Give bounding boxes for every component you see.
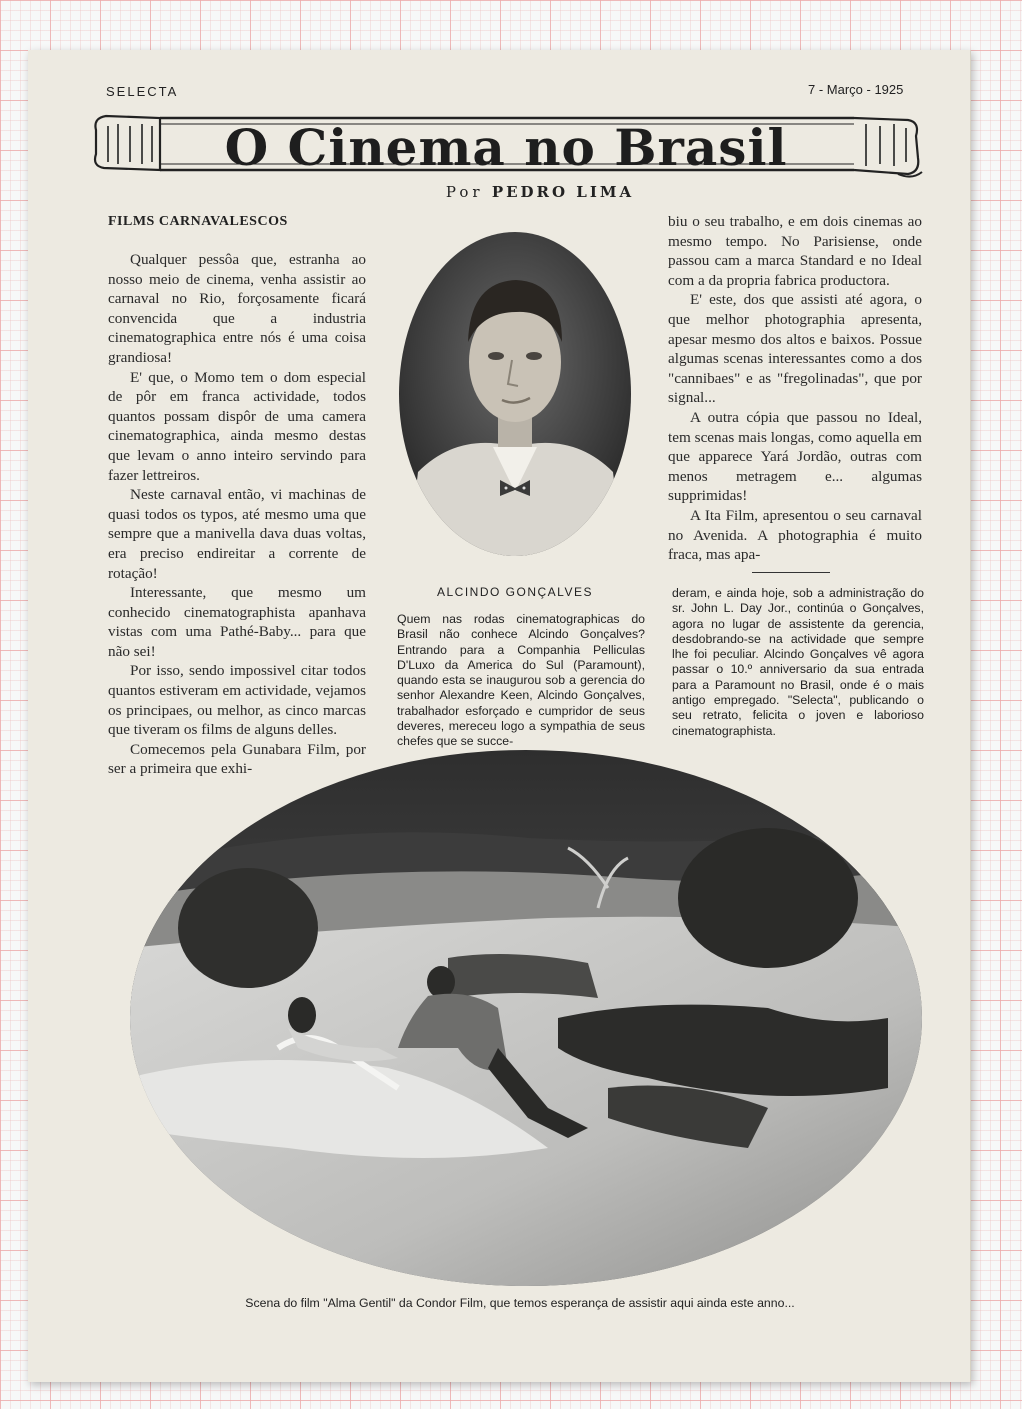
section-heading: FILMS CARNAVALESCOS — [108, 214, 288, 229]
film-scene-photo — [128, 748, 924, 1288]
paragraph: A outra cópia que passou no Ideal, tem scenas mais longas, como aquella em que apparece Yará Jordão, outras com menos metragem e... algumas supprimidas! — [668, 408, 922, 505]
paragraph: E' este, dos que assisti até agora, o que melhor photographia apresenta, apesar mesmo dos altos e baixos. Possue algumas scenas interessantes como a dos "cannibaes" e as "fregolinadas", que por signal... — [668, 291, 922, 407]
paragraph: Neste carnaval então, vi machinas de quasi todos os typos, até mesmo uma que sempre que a manivella dava duas voltas, era preciso endireitar a corrente de rotação! — [108, 486, 366, 582]
byline-author: PEDRO LIMA — [491, 183, 635, 201]
page-title: O Cinema no Brasil — [224, 118, 788, 177]
magazine-name: SELECTA — [106, 84, 179, 99]
paragraph: biu o seu trabalho, e em dois cinemas ao mesmo tempo. No Parisiense, onde passou cam a marca Standard e no Ideal com a da propria fabrica productora. — [668, 213, 922, 289]
paragraph: Interessante, que mesmo um conhecido cinematographista apanhava vistas com uma Pathé-Baby... para que não sei! — [108, 584, 366, 660]
bio-text-part1: Quem nas rodas cinematographicas do Brasil não conhece Alcindo Gonçalves? Entrando para a Companhia Pelliculas D'Luxo da America do Sul (Paramount), quando esta se inaugurou sob a gerencia do senhor Alexandre Keen, Alcindo Gonçalves, trabalhador esforçado e cumpridor de seus deveres, mereceu logo a sympathia de seus chefes que se succe- — [397, 612, 645, 749]
divider — [752, 572, 830, 573]
paragraph: Comecemos pela Gunabara Film, por ser a primeira que exhi- — [108, 740, 366, 778]
article-column-left — [108, 250, 366, 779]
bio-text-part2: deram, e ainda hoje, sob a administração do sr. John L. Day Jor., continúa o Gonçalves, agora no lugar de assistente da gerencia, desdobrando-se na actividade que sempre lhe foi peculiar. Alcindo Gonçalves vê agora passar o 10.º anniversario da sua entrada para a Paramount no Brasil, onde é o mais antigo empregado. "Selecta", publicando o seu retrato, felicita o joven e laborioso cinematographista. — [672, 586, 924, 738]
paragraph: Qualquer pessôa que, estranha ao nosso meio de cinema, venha assistir ao carnaval no Rio, forçosamente ficará convencida que a industria cinematographica entre nós é uma coisa grandiosa! — [108, 251, 366, 366]
article-column-right — [668, 212, 922, 565]
paragraph: E' que, o Momo tem o dom especial de pôr em franca actividade, todos quantos possam dispôr de uma camera cinematographica, ainda mesmo destas que levam o anno inteiro servindo para fazer lettreiros. — [108, 368, 366, 484]
portrait-photo — [398, 232, 632, 557]
byline-prefix: Por — [445, 183, 484, 201]
issue-date: 7 - Março - 1925 — [808, 82, 904, 97]
film-photo-caption: Scena do film "Alma Gentil" da Condor Film, que temos esperança de assistir aqui ainda este anno... — [245, 1296, 795, 1310]
paragraph: Por isso, sendo impossivel citar todos quantos estiveram em actividade, vejamos os principaes, ou melhor, as cinco marcas que tiveram os films de alguns delles. — [108, 662, 366, 739]
byline — [400, 183, 680, 201]
paragraph: A Ita Film, apresentou o seu carnaval no Avenida. A photographia é muito fraca, mas apa- — [668, 506, 922, 564]
portrait-caption: ALCINDO GONÇALVES — [437, 585, 593, 599]
